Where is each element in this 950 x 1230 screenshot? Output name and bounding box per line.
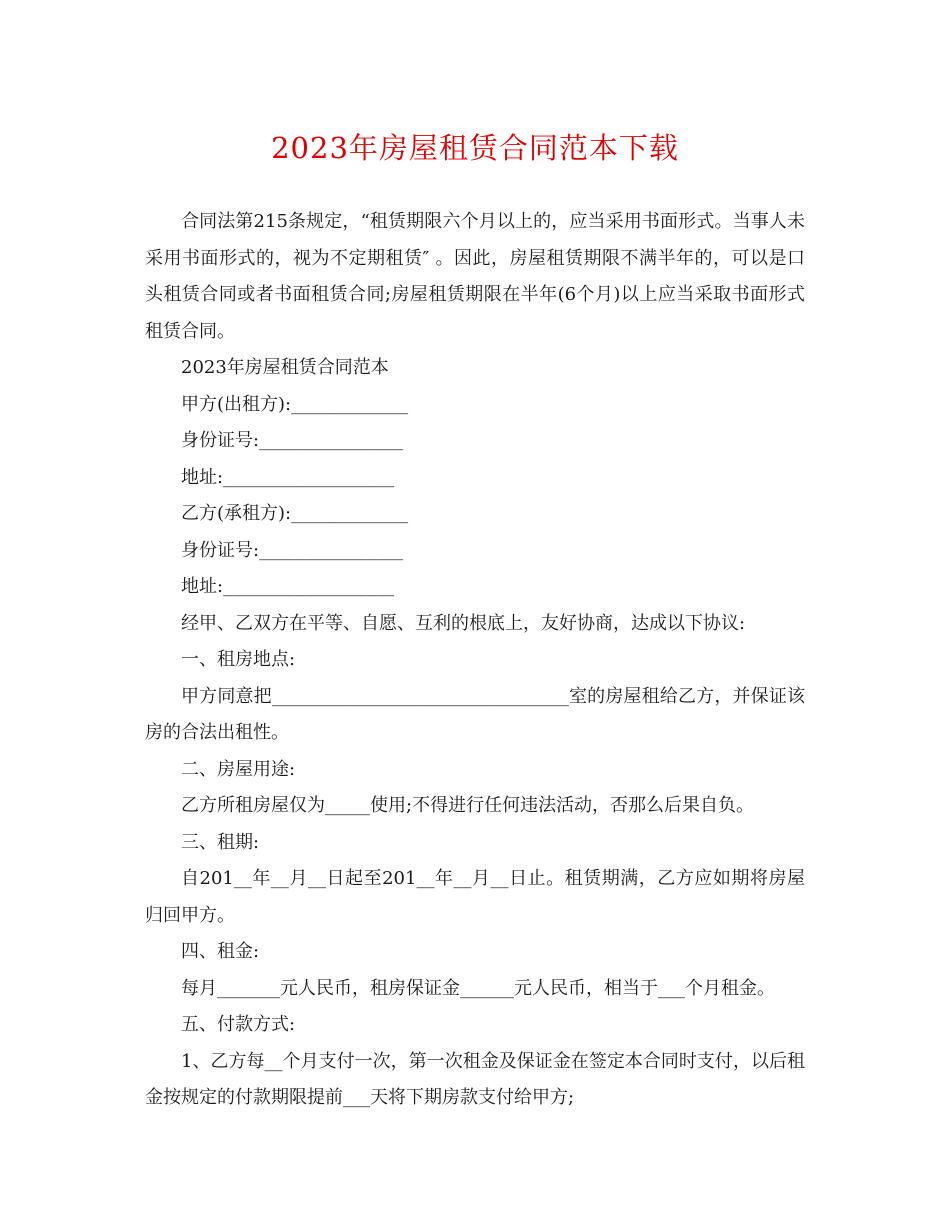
section-4-heading: 四、租金: [181,941,260,962]
section-1-text: 甲方同意把_________________________________室的房屋租给乙方，并保证该房的合法出租性。 [145,685,805,743]
section-2-heading: 二、房屋用途: [181,758,296,780]
party-b-id-field: 身份证号:________________ [181,539,404,561]
party-a-id-field: 身份证号:________________ [181,430,404,451]
agreement-statement: 经甲、乙双方在平等、自愿、互利的根底上，友好协商，达成以下协议: [181,612,746,634]
section-3-heading: 三、租期: [181,831,260,853]
party-b-field: 乙方(承租方):_____________ [181,503,409,524]
section-2-text: 乙方所租房屋仅为_____使用;不得进行任何违法活动，否那么后果自负。 [181,795,755,816]
section-5-item-1: 1、乙方每__个月支付一次，第一次租金及保证金在签定本合同时支付，以后租金按规定的付款期限提前___天将下期房款支付给甲方; [145,1050,805,1108]
section-3-text: 自201__年__月__日起至201__年__月__日止。租赁期满，乙方应如期将房屋归回甲方。 [145,868,805,926]
contract-subtitle: 2023年房屋租赁合同范本 [181,357,389,378]
party-a-field: 甲方(出租方):_____________ [181,393,409,415]
section-4-text: 每月_______元人民币，租房保证金______元人民币，相当于___个月租金。 [181,977,775,999]
section-1-heading: 一、租房地点: [181,649,296,670]
section-5-heading: 五、付款方式: [181,1014,296,1035]
document-title: 2023年房屋租赁合同范本下载 [271,131,679,165]
intro-paragraph: 合同法第215条规定，“租赁期限六个月以上的，应当采用书面形式。当事人未采用书面形式的，视为不定期租赁″ 。因此，房屋租赁期限不满半年的，可以是口头租赁合同或者书面租赁合同;房屋租赁期限在半年(6个月)以上应当采取书面形式租赁合同。 [145,211,805,342]
party-b-address-field: 地址:___________________ [181,576,395,597]
party-a-address-field: 地址:___________________ [181,466,395,488]
document-body [145,204,805,1117]
